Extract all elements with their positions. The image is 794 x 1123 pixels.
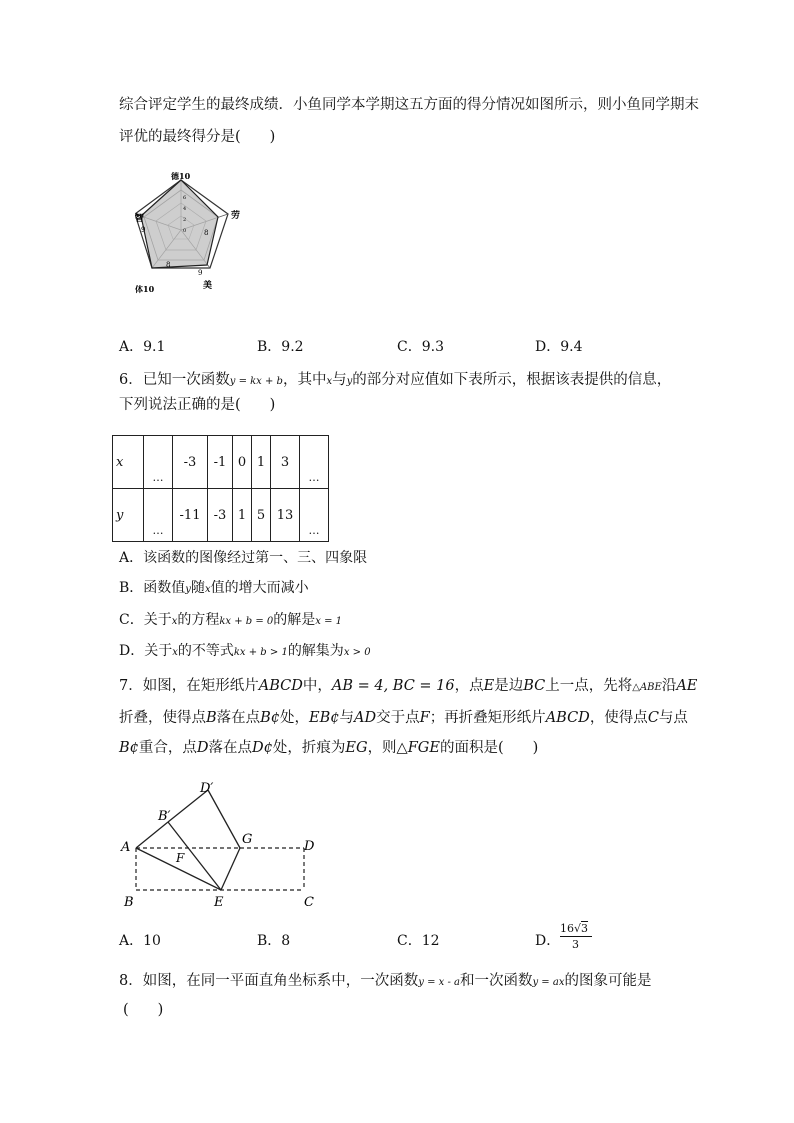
table-cell: 13 bbox=[271, 489, 300, 542]
table-cell: -11 bbox=[173, 489, 208, 542]
q7-option-a[interactable]: A．10 bbox=[119, 933, 161, 949]
table-cell: 5 bbox=[252, 489, 271, 542]
table-cell: … bbox=[144, 489, 173, 542]
radar-value-lao: 8 bbox=[204, 229, 209, 237]
figure-label-d: D bbox=[304, 839, 315, 854]
q5-option-d[interactable]: D．9.4 bbox=[535, 339, 583, 355]
table-cell: 1 bbox=[233, 489, 252, 542]
figure-label-g: G bbox=[242, 832, 253, 847]
q7-fold-figure bbox=[118, 778, 328, 910]
table-cell: -3 bbox=[173, 436, 208, 489]
q5-radar-chart bbox=[135, 168, 255, 296]
q7-stem-line1: 7．如图，在矩形纸片ABCD中，AB = 4, BC = 16，点E是边BC上一点，先将△ABE沿AE bbox=[119, 678, 698, 694]
radar-value-mei: 9 bbox=[198, 269, 203, 277]
q7-stem-line2: 折叠，使得点B落在点B¢处，EB¢与AD交于点F；再折叠矩形纸片ABCD，使得点C与点 bbox=[119, 710, 688, 726]
table-cell: x bbox=[113, 436, 144, 489]
q6-option-d[interactable]: D．关于x的不等式kx + b > 1的解集为x > 0 bbox=[119, 643, 371, 659]
radar-value-ti: 8 bbox=[166, 261, 171, 269]
q5-option-b[interactable]: B．9.2 bbox=[257, 339, 304, 355]
radar-scale-4: 4 bbox=[183, 206, 187, 212]
table-cell: y bbox=[113, 489, 144, 542]
figure-label-e: E bbox=[214, 895, 224, 910]
q5-option-c[interactable]: C．9.3 bbox=[397, 339, 444, 355]
q6-stem-line2: 下列说法正确的是( ) bbox=[119, 397, 276, 413]
q5-option-a[interactable]: A．9.1 bbox=[119, 339, 166, 355]
radar-label-mei: 美 bbox=[203, 281, 213, 291]
q8-stem-line1: 8．如图，在同一平面直角坐标系中，一次函数y = x - a和一次函数y = ax的图象可能是 bbox=[119, 973, 652, 989]
table-cell: 1 bbox=[252, 436, 271, 489]
q7-option-c[interactable]: C．12 bbox=[397, 933, 440, 949]
q7-option-d-denominator: 3 bbox=[572, 938, 579, 951]
q7-option-d-numerator: 16√3 bbox=[560, 922, 589, 935]
table-cell: … bbox=[144, 436, 173, 489]
table-cell: … bbox=[300, 436, 329, 489]
q6-value-table bbox=[112, 435, 329, 542]
figure-label-d-prime: D′ bbox=[200, 781, 214, 796]
table-row bbox=[113, 436, 329, 489]
figure-label-a: A bbox=[121, 840, 131, 855]
radar-scale-0: 0 bbox=[183, 228, 187, 234]
radar-label-zhi: 智 bbox=[135, 214, 145, 224]
table-cell: -3 bbox=[208, 489, 233, 542]
radar-label-ti: 体10 bbox=[135, 284, 155, 294]
table-cell: 3 bbox=[271, 436, 300, 489]
radar-value-zhi: 9 bbox=[141, 226, 146, 234]
q6-stem-line1: 6．已知一次函数y = kx + b，其中x与y的部分对应值如下表所示，根据该表提供的信息， bbox=[119, 372, 672, 388]
figure-label-c: C bbox=[304, 895, 314, 910]
table-cell: … bbox=[300, 489, 329, 542]
figure-label-b-prime: B′ bbox=[158, 809, 171, 824]
q5-stem-line1: 综合评定学生的最终成绩．小鱼同学本学期这五方面的得分情况如图所示，则小鱼同学期末 bbox=[119, 97, 699, 113]
table-cell: -1 bbox=[208, 436, 233, 489]
q6-option-b[interactable]: B．函数值y随x值的增大而减小 bbox=[119, 580, 309, 596]
table-cell: 0 bbox=[233, 436, 252, 489]
q7-option-d-prefix: D． bbox=[535, 933, 561, 949]
q8-stem-line2: ( ) bbox=[123, 1002, 164, 1018]
radar-label-de: 德10 bbox=[171, 171, 191, 181]
q6-option-c[interactable]: C．关于x的方程kx + b = 0的解是x = 1 bbox=[119, 612, 343, 628]
figure-label-b: B bbox=[124, 895, 134, 910]
table-row bbox=[113, 489, 329, 542]
q6-option-a[interactable]: A．该函数的图像经过第一、三、四象限 bbox=[119, 550, 368, 566]
q7-stem-line3: B¢重合，点D落在点D¢处，折痕为EG，则△FGE的面积是( ) bbox=[119, 740, 539, 756]
radar-label-lao: 劳 bbox=[231, 211, 241, 221]
figure-label-f: F bbox=[176, 851, 185, 865]
radar-scale-6: 6 bbox=[183, 195, 187, 201]
fraction-bar bbox=[560, 936, 592, 937]
q7-option-b[interactable]: B．8 bbox=[257, 933, 291, 949]
q5-stem-line2: 评优的最终得分是( ) bbox=[119, 129, 276, 145]
radar-scale-2: 2 bbox=[183, 217, 187, 223]
